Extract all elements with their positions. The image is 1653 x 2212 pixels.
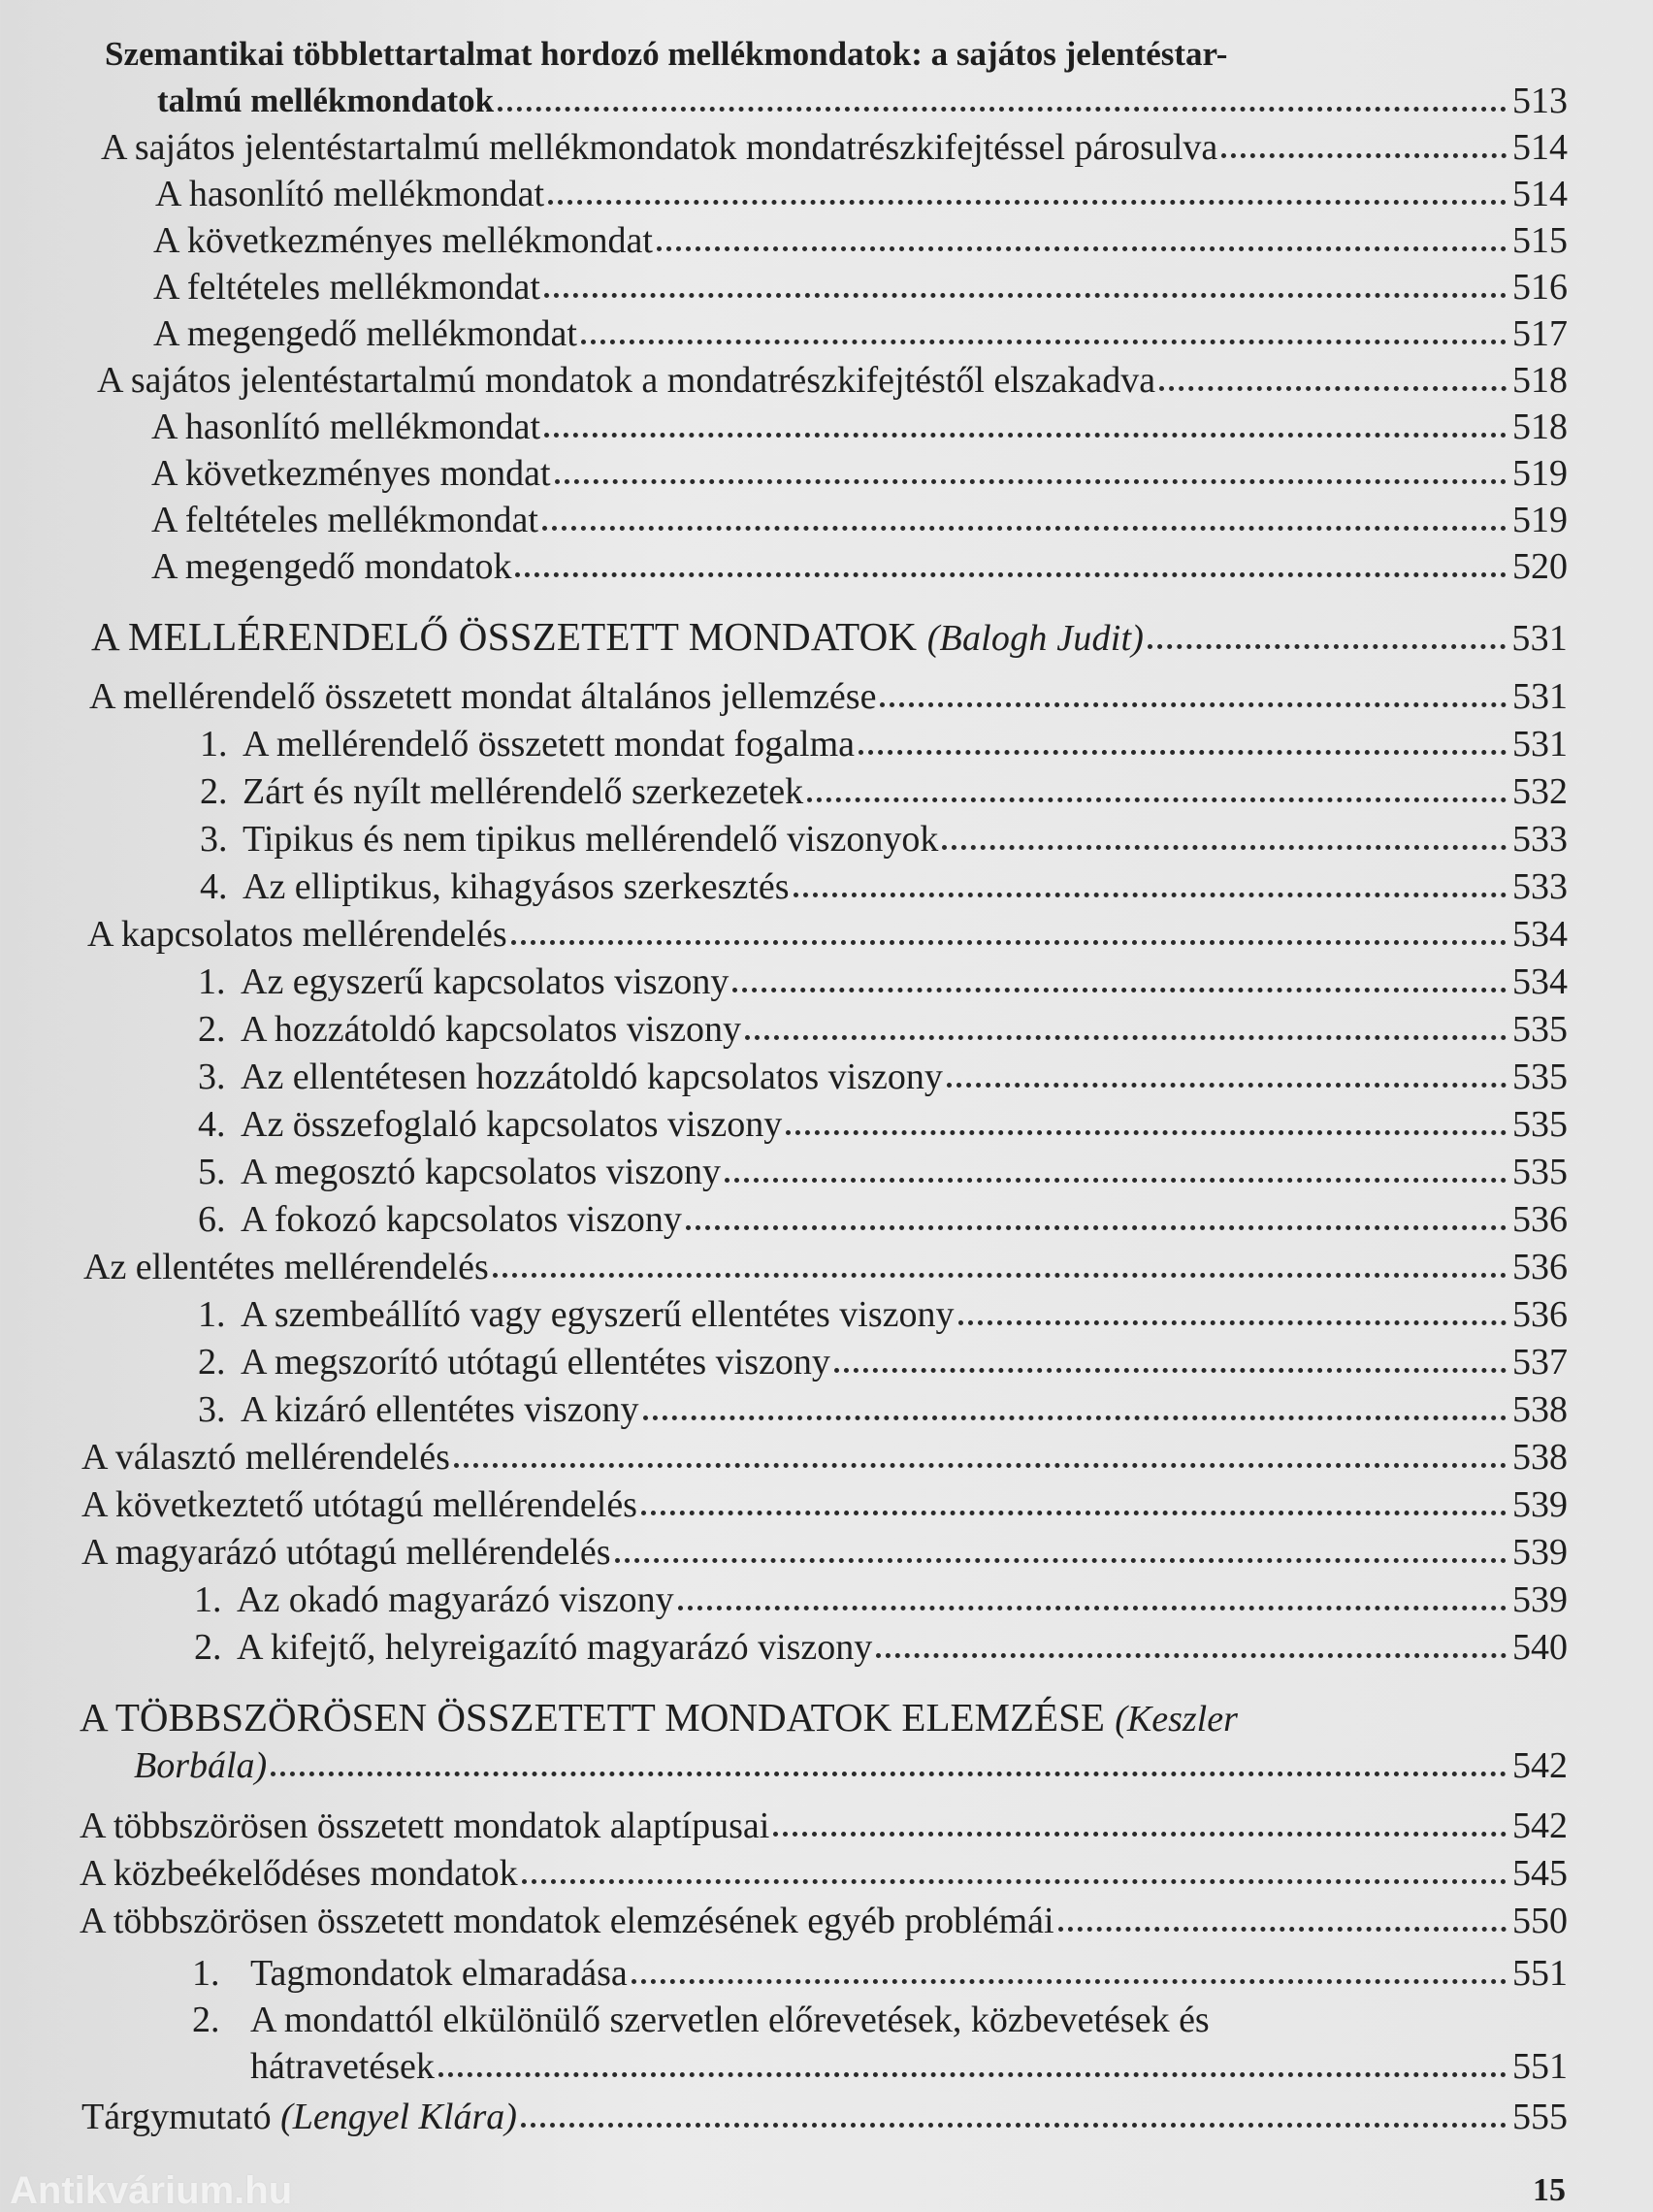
- toc-entry-title: [192, 1950, 628, 1997]
- toc-entry-title: A többszörösen összetett mondatok elemzésének egyéb problémái: [80, 1901, 1054, 1941]
- leader-dots: [515, 572, 1507, 577]
- toc-page-number: 533: [1512, 819, 1568, 860]
- item-number: 1.: [194, 1579, 222, 1620]
- item-title: A hozzátoldó kapcsolatos viszony: [241, 1009, 742, 1050]
- item-title: A megosztó kapcsolatos viszony: [241, 1152, 721, 1192]
- leader-dots: [548, 200, 1507, 205]
- item-number: 4.: [198, 1104, 226, 1145]
- toc-entry-title: [198, 1339, 830, 1385]
- toc-entry-title: A többszörösen összetett mondatok alaptípusai: [80, 1805, 770, 1846]
- toc-entry-title: A sajátos jelentéstartalmú mondatok a mondatrészkifejtéstől elszakadva: [97, 360, 1156, 401]
- toc-page-number: 519: [1512, 453, 1568, 494]
- toc-entry-title: [198, 1149, 721, 1195]
- chapter-author: (Keszler: [1115, 1699, 1238, 1740]
- leader-dots: [498, 107, 1507, 112]
- toc-page-number: 538: [1512, 1389, 1568, 1430]
- toc-entry-section: [81, 1481, 1568, 1528]
- toc-entry-title: [198, 1386, 639, 1433]
- toc-entry: [192, 1950, 1568, 1997]
- toc-entry: [198, 1054, 1568, 1100]
- toc-entry-title: A sajátos jelentéstartalmú mellékmondatok mondatrészkifejtéssel párosulva: [101, 127, 1218, 168]
- leader-dots: [542, 526, 1507, 531]
- toc-page-number: 535: [1512, 1057, 1568, 1097]
- toc-chapter-tobbszoros: [134, 1742, 1568, 1789]
- toc-page-number: 513: [1512, 81, 1568, 121]
- item-number: 1.: [198, 961, 226, 1002]
- item-title: A megszorító utótagú ellentétes viszony: [241, 1342, 830, 1382]
- toc-page-number: 531: [1511, 618, 1568, 659]
- toc-entry-section: [83, 1244, 1568, 1290]
- toc-entry-title: [198, 959, 729, 1005]
- toc-page-number: 551: [1512, 2046, 1568, 2087]
- toc-entry-title: [194, 1624, 872, 1671]
- item-number: 2.: [200, 771, 228, 812]
- item-title: Az összefoglaló kapcsolatos viszony: [241, 1104, 783, 1145]
- item-title: Az egyszerű kapcsolatos viszony: [241, 961, 729, 1002]
- toc-page-number: 538: [1512, 1437, 1568, 1478]
- toc-page-number: 514: [1512, 174, 1568, 214]
- toc-entry-title: [81, 2094, 517, 2140]
- toc-entry-title: A közbeékelődéses mondatok: [80, 1853, 518, 1894]
- toc-page-number: 514: [1512, 127, 1568, 168]
- toc-entry-title: A választó mellérendelés: [81, 1437, 450, 1478]
- leader-dots: [725, 1178, 1507, 1183]
- toc-page-number: 516: [1512, 267, 1568, 308]
- toc-page-number: 551: [1512, 1953, 1568, 1994]
- toc-page-number: 539: [1512, 1532, 1568, 1573]
- toc-entry-semantic: [157, 78, 1568, 124]
- leader-dots: [615, 1558, 1507, 1563]
- toc-entry-section-a: [101, 124, 1568, 171]
- leader-dots: [859, 750, 1507, 755]
- item-number: 1.: [192, 1953, 220, 1994]
- leader-dots: [794, 893, 1507, 897]
- item-number: 1.: [200, 724, 228, 764]
- leader-dots: [745, 1035, 1507, 1040]
- toc-entry-title: [200, 816, 938, 862]
- item-number: 2.: [192, 2000, 220, 2040]
- toc-entry-title: A következtető utótagú mellérendelés: [81, 1484, 637, 1525]
- toc-page-number: 533: [1512, 866, 1568, 907]
- toc-entry-title: A hasonlító mellékmondat: [155, 174, 545, 214]
- toc-entry: [198, 1149, 1568, 1195]
- toc-heading-semantic-line1: Szemantikai többlettartalmat hordozó mellékmondatok: a sajátos jelentéstar-: [105, 35, 1228, 73]
- item-title-cont: hátravetések: [250, 2046, 435, 2087]
- item-title: A mellérendelő összetett mondat fogalma: [243, 724, 856, 764]
- leader-dots: [632, 1979, 1507, 1984]
- toc-entry: [198, 1101, 1568, 1148]
- toc-page-number: 535: [1512, 1104, 1568, 1145]
- leader-dots: [1221, 153, 1507, 158]
- item-title: Az elliptikus, kihagyásos szerkesztés: [243, 866, 790, 907]
- chapter-author: (Balogh Judit): [926, 618, 1145, 659]
- toc-page-number: 531: [1512, 724, 1568, 764]
- toc-entry: [200, 863, 1568, 910]
- item-number: 6.: [198, 1199, 226, 1240]
- item-number: 2.: [198, 1009, 226, 1050]
- leader-dots: [958, 1320, 1507, 1325]
- item-title: A kizáró ellentétes viszony: [241, 1389, 639, 1430]
- toc-entry-section: [87, 911, 1568, 958]
- leader-dots: [807, 797, 1507, 802]
- item-number: 3.: [198, 1057, 226, 1097]
- leader-dots: [1159, 386, 1507, 391]
- leader-dots: [511, 940, 1507, 945]
- leader-dots: [876, 1653, 1507, 1658]
- toc-entry-index: [81, 2094, 1568, 2140]
- toc-page-number: 535: [1512, 1009, 1568, 1050]
- leader-dots: [641, 1511, 1507, 1515]
- toc-page-number: 517: [1512, 313, 1568, 354]
- toc-entry-title: talmú mellékmondatok: [157, 81, 495, 119]
- leader-dots: [732, 988, 1507, 992]
- toc-entry: [198, 1006, 1568, 1053]
- toc-page-number: 540: [1512, 1627, 1568, 1668]
- toc-page-number: 534: [1512, 914, 1568, 955]
- toc-page-number: 536: [1512, 1199, 1568, 1240]
- leader-dots: [522, 1879, 1507, 1884]
- toc-entry-line1: [192, 1997, 1210, 2043]
- toc-entry: [194, 1577, 1568, 1623]
- toc-entry: [151, 450, 1568, 497]
- toc-entry-section: [89, 673, 1568, 720]
- index-title: Tárgymutató: [81, 2097, 272, 2137]
- toc-entry-title: A hasonlító mellékmondat: [151, 407, 541, 447]
- item-number: 2.: [194, 1627, 222, 1668]
- toc-entry-title: A megengedő mellékmondat: [153, 313, 577, 354]
- toc-entry: [153, 217, 1568, 264]
- toc-entry-section: [81, 1434, 1568, 1480]
- toc-page-number: 539: [1512, 1579, 1568, 1620]
- toc-page-number: 555: [1512, 2097, 1568, 2137]
- item-number: 1.: [198, 1294, 226, 1335]
- item-number: 3.: [198, 1389, 226, 1430]
- toc-entry-title: [194, 1577, 674, 1623]
- leader-dots: [1148, 644, 1506, 649]
- toc-page-number: 536: [1512, 1247, 1568, 1287]
- leader-dots: [544, 293, 1507, 298]
- toc-entry: [198, 1386, 1568, 1433]
- leader-dots: [686, 1225, 1507, 1230]
- toc-entry-title: A következményes mondat: [151, 453, 551, 494]
- toc-page-number: 519: [1512, 500, 1568, 540]
- item-title: A mondattól elkülönülő szervetlen előrevetések, közbevetések és: [250, 2000, 1210, 2040]
- toc-chapter-title: [91, 613, 1144, 662]
- toc-entry-title: A feltételes mellékmondat: [153, 267, 540, 308]
- toc-entry: [151, 404, 1568, 450]
- chapter-title-text: A MELLÉRENDELŐ ÖSSZETETT MONDATOK: [91, 614, 918, 659]
- toc-entry-title: [198, 1006, 741, 1053]
- toc-entry-title: Az ellentétes mellérendelés: [83, 1247, 489, 1287]
- toc-page-number: 536: [1512, 1294, 1568, 1335]
- item-title: Tipikus és nem tipikus mellérendelő viszonyok: [243, 819, 939, 860]
- toc-entry-section: [81, 1529, 1568, 1576]
- toc-entry: [153, 264, 1568, 310]
- toc-entry: [151, 497, 1568, 543]
- leader-dots: [544, 433, 1507, 438]
- toc-page-number: 542: [1512, 1745, 1568, 1786]
- toc-entry-section: [80, 1850, 1568, 1897]
- chapter-author-cont: Borbála): [134, 1745, 268, 1786]
- toc-chapter-mellerendelo: [91, 613, 1568, 662]
- item-title: A szembeállító vagy egyszerű ellentétes viszony: [241, 1294, 955, 1335]
- toc-page-number: 542: [1512, 1805, 1568, 1846]
- leader-dots: [678, 1606, 1507, 1610]
- toc-page-number: 531: [1512, 676, 1568, 717]
- item-title: A kifejtő, helyreigazító magyarázó viszony: [237, 1627, 873, 1668]
- toc-page-number: 518: [1512, 360, 1568, 401]
- toc-page-number: 537: [1512, 1342, 1568, 1382]
- toc-entry: [155, 171, 1568, 217]
- watermark: Antikvárium.hu: [10, 2169, 293, 2212]
- leader-dots: [786, 1130, 1507, 1135]
- toc-entry: [153, 310, 1568, 357]
- toc-entry-title: A mellérendelő összetett mondat általános jellemzése: [89, 676, 877, 717]
- toc-entry: [250, 2043, 1568, 2090]
- toc-entry-title: A magyarázó utótagú mellérendelés: [81, 1532, 611, 1573]
- leader-dots: [657, 246, 1507, 251]
- leader-dots: [947, 1083, 1507, 1088]
- toc-entry-title: [200, 768, 803, 815]
- item-title: Az okadó magyarázó viszony: [237, 1579, 674, 1620]
- toc-page-number: 545: [1512, 1853, 1568, 1894]
- toc-entry: [198, 1339, 1568, 1385]
- leader-dots: [521, 2123, 1507, 2128]
- toc-chapter-tobbszoros-line1: [80, 1694, 1238, 1742]
- item-number: 4.: [200, 866, 228, 907]
- toc-entry-title: [200, 721, 855, 767]
- toc-entry-section-b: [97, 357, 1568, 404]
- toc-page-number: 534: [1512, 961, 1568, 1002]
- toc-page-number: 520: [1512, 546, 1568, 587]
- leader-dots: [942, 845, 1507, 850]
- toc-entry-title: A megengedő mondatok: [151, 546, 512, 587]
- leader-dots: [834, 1368, 1507, 1373]
- toc-page-number: 535: [1512, 1152, 1568, 1192]
- toc-entry-title: [200, 863, 790, 910]
- toc-entry: [200, 721, 1568, 767]
- toc-entry: [198, 959, 1568, 1005]
- leader-dots: [643, 1415, 1507, 1420]
- chapter-title-text: A TÖBBSZÖRÖSEN ÖSSZETETT MONDATOK ELEMZÉSE: [80, 1695, 1105, 1740]
- toc-entry: [198, 1196, 1568, 1243]
- leader-dots: [454, 1463, 1507, 1468]
- toc-entry-title: A következményes mellékmondat: [153, 220, 653, 261]
- index-author: (Lengyel Klára): [280, 2097, 517, 2137]
- item-title: Zárt és nyílt mellérendelő szerkezetek: [243, 771, 804, 812]
- toc-page-number: 518: [1512, 407, 1568, 447]
- toc-entry-title: [198, 1054, 943, 1100]
- toc-entry-section: [80, 1803, 1568, 1849]
- toc-page-number: 550: [1512, 1901, 1568, 1941]
- leader-dots: [773, 1832, 1507, 1837]
- toc-page-number: 532: [1512, 771, 1568, 812]
- leader-dots: [1058, 1927, 1507, 1932]
- toc-entry-title: A kapcsolatos mellérendelés: [87, 914, 507, 955]
- toc-entry-title: [198, 1101, 782, 1148]
- item-number: 5.: [198, 1152, 226, 1192]
- item-number: 2.: [198, 1342, 226, 1382]
- toc-entry: [200, 768, 1568, 815]
- toc-entry-title: A feltételes mellékmondat: [151, 500, 538, 540]
- leader-dots: [581, 340, 1507, 344]
- toc-page-number: 539: [1512, 1484, 1568, 1525]
- toc-entry-title: [198, 1291, 955, 1338]
- leader-dots: [438, 2072, 1507, 2077]
- page-number: 15: [1533, 2172, 1566, 2208]
- leader-dots: [880, 702, 1507, 707]
- leader-dots: [555, 479, 1507, 484]
- item-number: 3.: [200, 819, 228, 860]
- item-title: Az ellentétesen hozzátoldó kapcsolatos viszony: [241, 1057, 943, 1097]
- toc-entry-section: [80, 1898, 1568, 1944]
- toc-page-number: 515: [1512, 220, 1568, 261]
- leader-dots: [493, 1273, 1507, 1278]
- toc-entry: [200, 816, 1568, 862]
- toc-entry: [198, 1291, 1568, 1338]
- item-title: Tagmondatok elmaradása: [250, 1953, 628, 1994]
- toc-entry: [151, 543, 1568, 590]
- toc-entry: [194, 1624, 1568, 1671]
- toc-entry-title: [198, 1196, 682, 1243]
- leader-dots: [271, 1772, 1507, 1776]
- item-title: A fokozó kapcsolatos viszony: [241, 1199, 682, 1240]
